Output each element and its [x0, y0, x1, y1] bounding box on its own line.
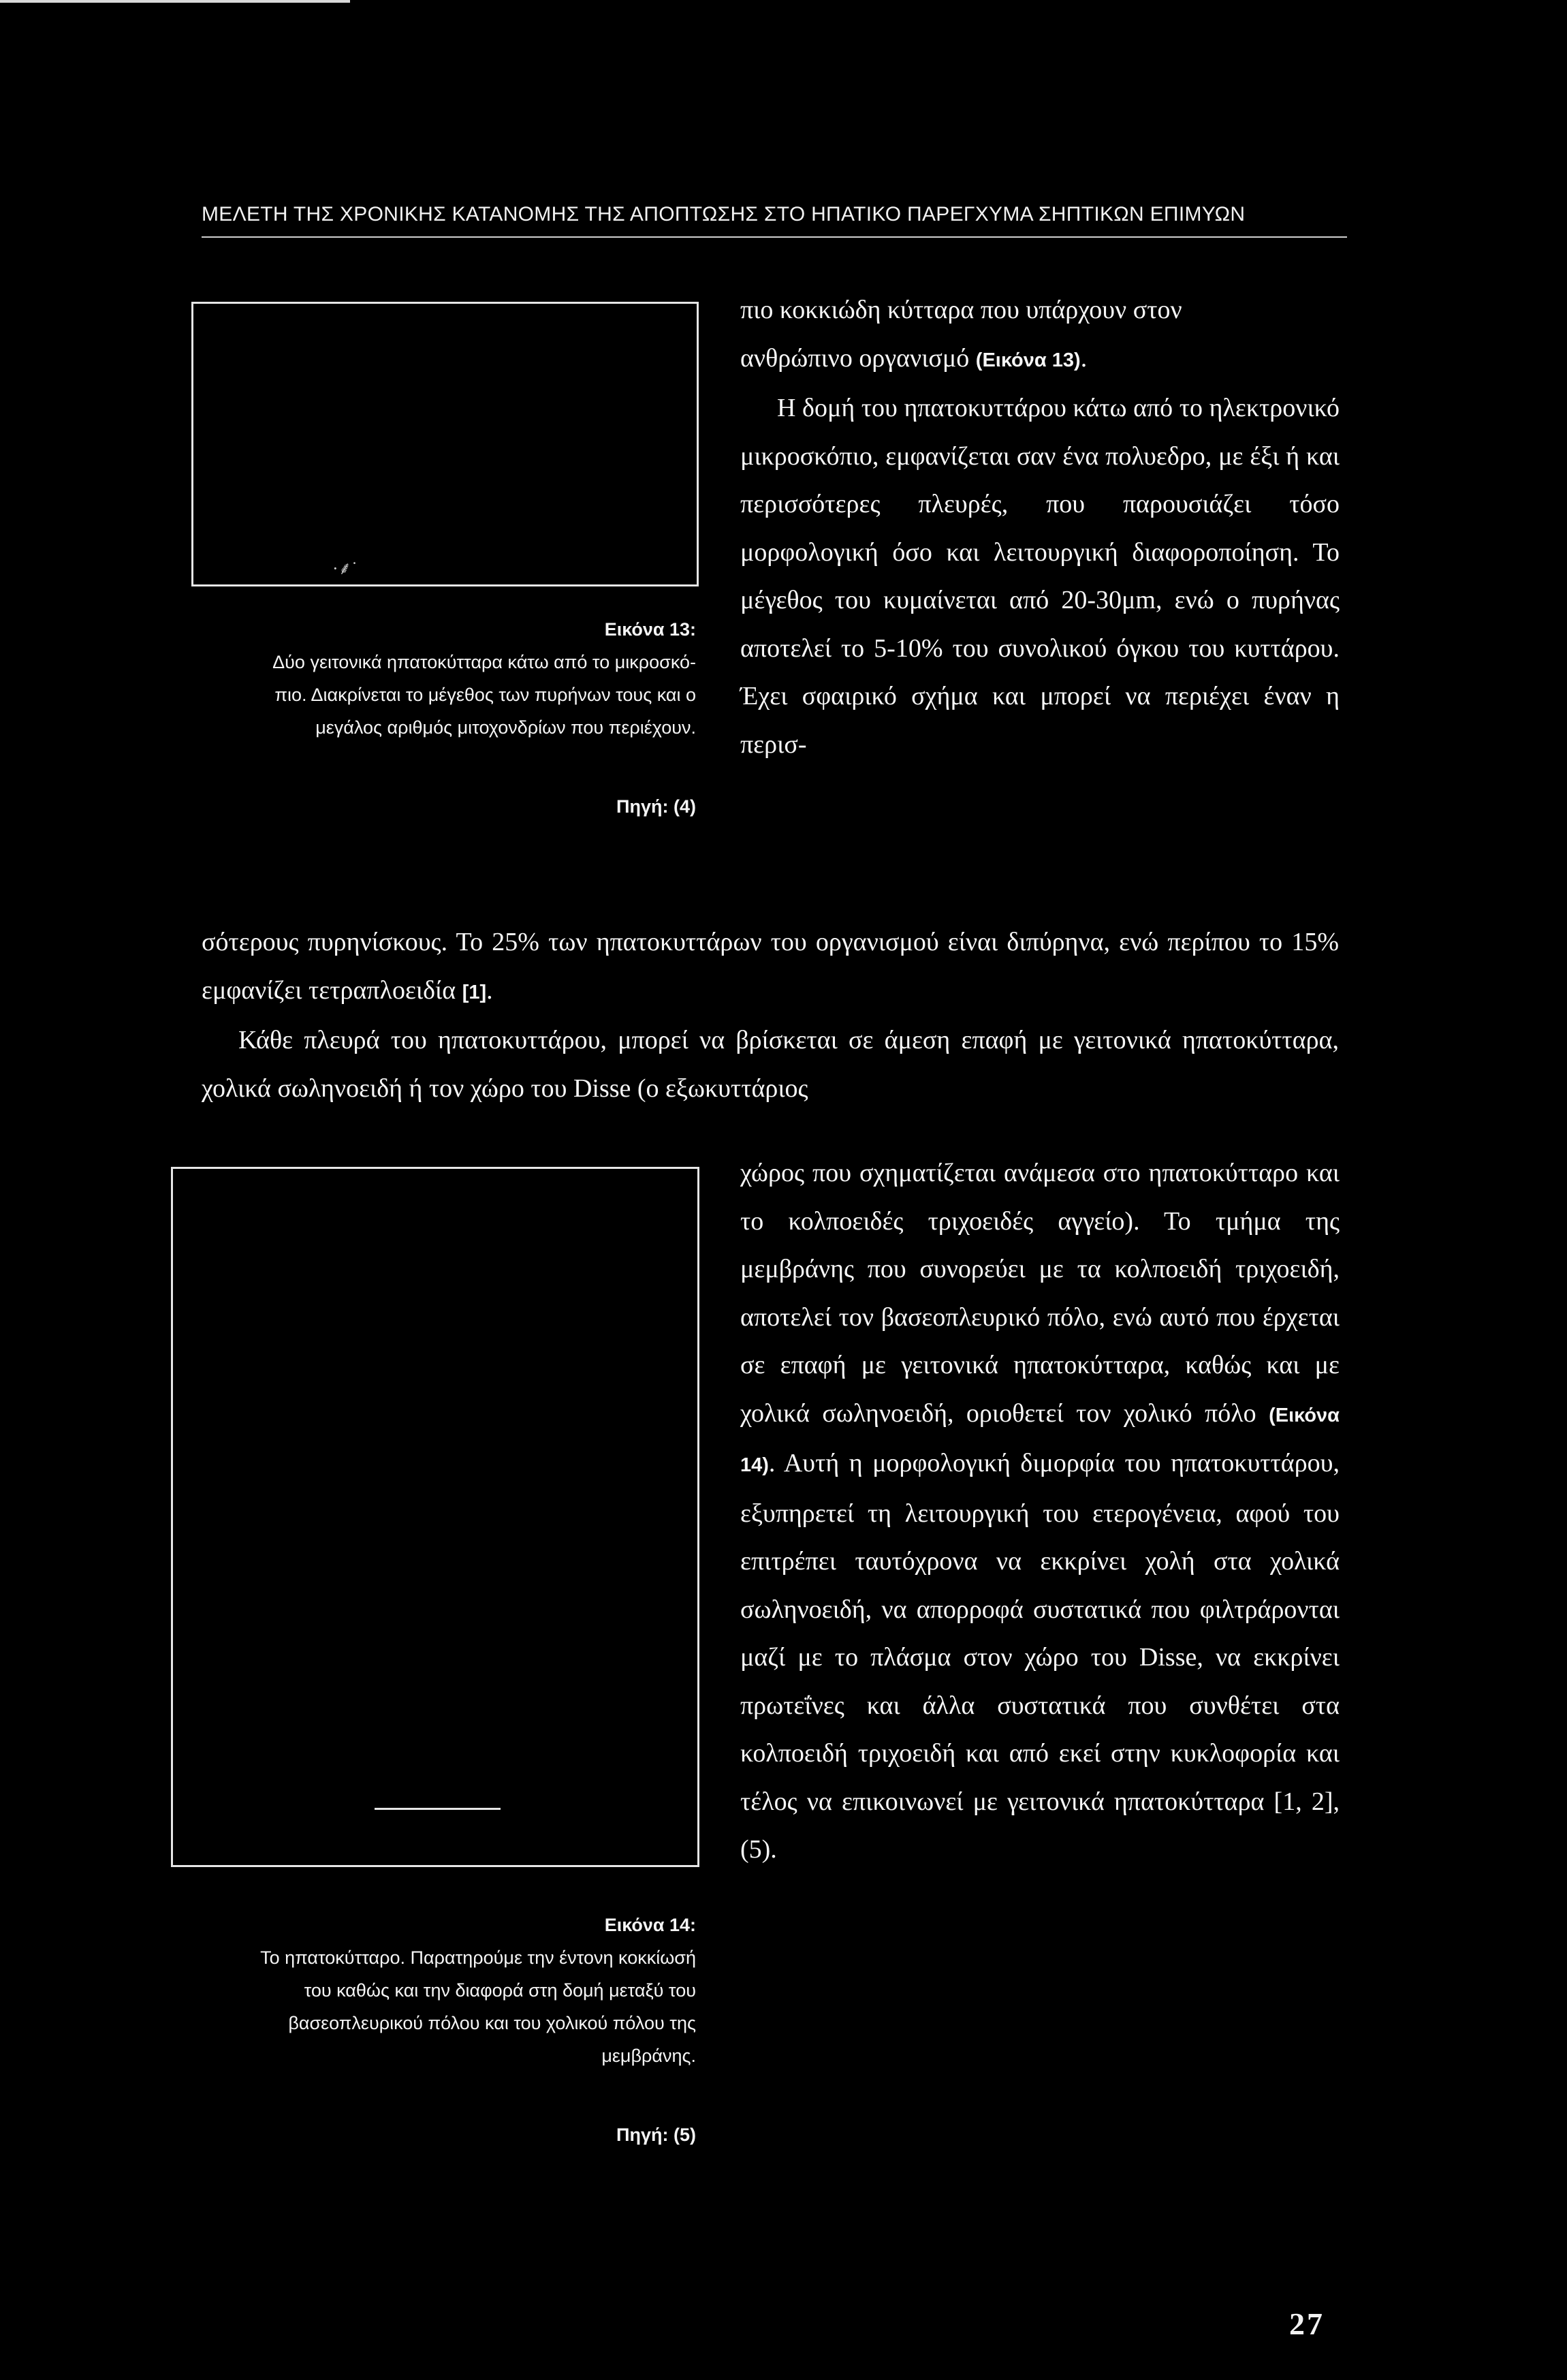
figure-14-source: Πηγή: (5) — [616, 2125, 696, 2145]
figure-14-image — [171, 1167, 699, 1867]
scale-bar — [375, 1808, 501, 1810]
paragraph-continuation-full: σότερους πυρηνίσκους. Το 25% των ηπατοκυττάρων του οργανισμού είναι διπύρηνα, ενώ περίπου το 15% εμφανίζει τετραπλοειδία [1]. — [202, 928, 1339, 1005]
paragraph-hepatocyte-structure: Η δομή του ηπατοκυττάρου κάτω από το ηλεκτρονικό μικροσκόπιο, εμφανίζεται σαν ένα πολυεδρο, με έξι ή και περισσότερες πλευρές, που παρουσιάζει τόσο μορφολογική όσο και λειτουργική διαφοροποίηση. Το μέγεθος του κυμαίνεται από 20-30μm, ενώ ο πυρήνας αποτελεί το 5-10% του συνολικού όγκου του κυττάρου. Έχει σφαιρικό σχήμα και μπορεί να περιέχει έναν η περισ- — [740, 394, 1340, 759]
header-rule — [202, 236, 1347, 238]
figure-13-caption — [158, 613, 696, 823]
citation-1: [1] — [462, 981, 487, 1003]
top-rule — [0, 0, 350, 3]
figure-14-reference: (Εικόνα 14) — [740, 1404, 1340, 1476]
figure-14-caption — [158, 1909, 696, 2151]
figure-14-caption-line: μεμβράνης. — [601, 2046, 696, 2066]
figure-13-reference: (Εικόνα 13) — [975, 349, 1081, 371]
figure-14-caption-line: του καθώς και την διαφορά στη δομή μεταξύ του — [304, 1980, 696, 2001]
body-text-full-width — [202, 918, 1339, 1112]
body-text-right-top — [740, 286, 1340, 768]
paragraph-continuation: πιο κοκκιώδη κύτταρα που υπάρχουν στον ανθρώπινο οργανισμό (Εικόνα 13). — [740, 296, 1182, 373]
figure-14-caption-line: βασεοπλευρικού πόλου και του χολικού πόλου της — [288, 2013, 696, 2033]
micrograph-detail: ·⸙˙ — [332, 559, 358, 578]
figure-13-caption-line: πιο. Διακρίνεται το μέγεθος των πυρήνων τους και ο — [274, 685, 696, 705]
figure-14-label: Εικόνα 14: — [604, 1915, 696, 1935]
running-header: ΜΕΛΕΤΗ ΤΗΣ ΧΡΟΝΙΚΗΣ ΚΑΤΑΝΟΜΗΣ ΤΗΣ ΑΠΟΠΤΩΣΗΣ ΣΤΟ ΗΠΑΤΙΚΟ ΠΑΡΕΓΧΥΜΑ ΣΗΠΤΙΚΩΝ ΕΠΙΜΥΩΝ — [202, 203, 1246, 225]
body-text-right-bottom — [740, 1149, 1340, 1874]
figure-14-caption-line: Το ηπατοκύτταρο. Παρατηρούμε την έντονη κοκκίωσή — [260, 1947, 696, 1968]
figure-13-label: Εικόνα 13: — [604, 619, 696, 640]
figure-13-source: Πηγή: (4) — [616, 796, 696, 817]
figure-13-caption-line: μεγάλος αριθμός μιτοχονδρίων που περιέχουν. — [315, 717, 696, 738]
paragraph-cell-sides: Κάθε πλευρά του ηπατοκυττάρου, μπορεί να βρίσκεται σε άμεση επαφή με γειτονικά ηπατοκύτταρα, χολικά σωληνοειδή ή τον χώρο του Disse (ο εξωκυττάριος — [202, 1026, 1339, 1103]
figure-13-caption-line: Δύο γειτονικά ηπατοκύτταρα κάτω από το μικροσκό- — [272, 652, 696, 672]
page-number: 27 — [1289, 2306, 1325, 2341]
figure-13-image — [191, 302, 699, 586]
paragraph-membrane-poles: χώρος που σχηματίζεται ανάμεσα στο ηπατοκύτταρο και το κολποειδές τριχοειδές αγγείο). Το τμήμα της μεμβράνης που συνορεύει με τα κολποειδή τριχοειδή, αποτελεί τον βασεοπλευρικό πόλο, ενώ αυτό που έρχεται σε επαφή με γειτονικά ηπατοκύτταρα, καθώς και με χολικά σωληνοειδή, οριοθετεί τον χολικό πόλο (Εικόνα 14). Αυτή η μορφολογική διμορφία του ηπατοκυττάρου, εξυπηρετεί τη λειτουργική του ετερογένεια, αφού του επιτρέπει ταυτόχρονα να εκκρίνει χολή στα χολικά σωληνοειδή, να απορροφά συστατικά που φιλτράρονται μαζί με το πλάσμα στον χώρο του Disse, να εκκρίνει πρωτεΐνες και άλλα συστατικά που συνθέτει στα κολποειδή τριχοειδή και από εκεί στην κυκλοφορία και τέλος να επικοινωνεί με γειτονικά ηπατοκύτταρα [1, 2], (5). — [740, 1159, 1340, 1864]
